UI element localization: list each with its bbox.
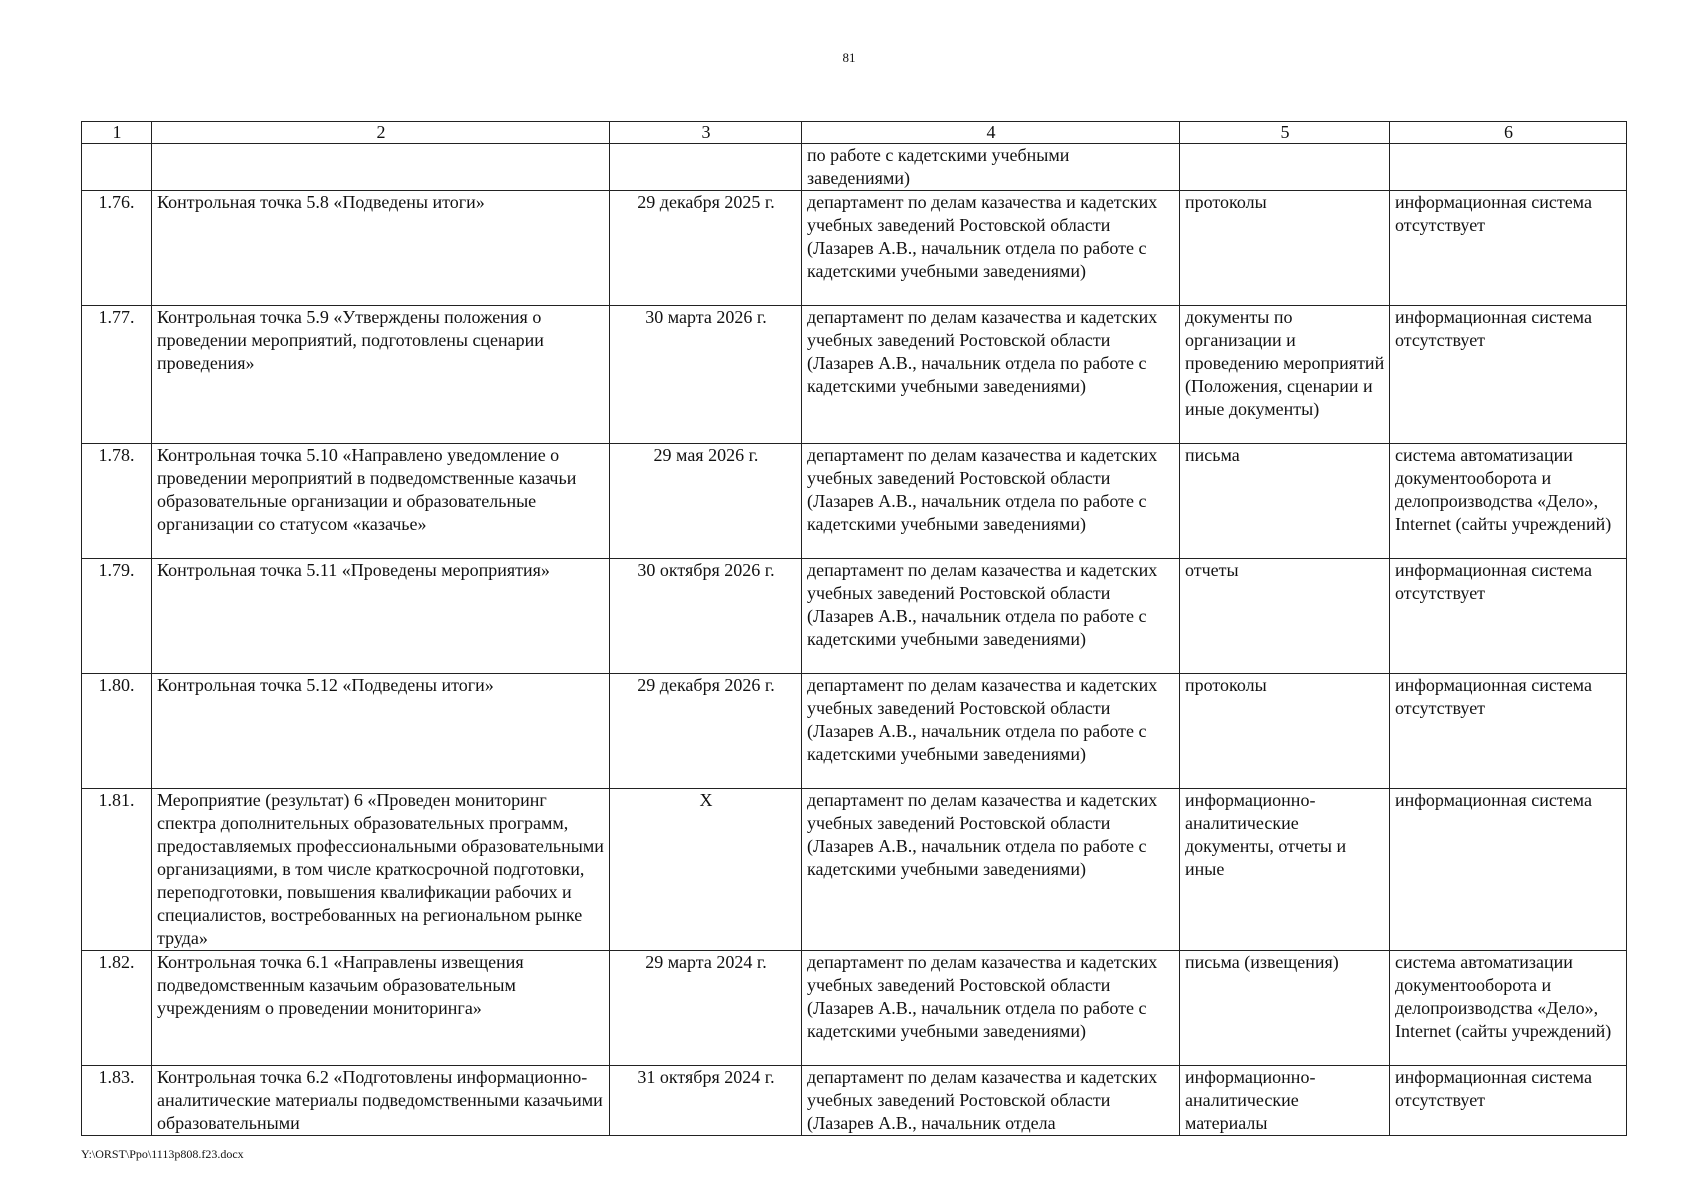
table-row — [82, 789, 1627, 951]
table-row — [82, 144, 1627, 191]
event-name: Контрольная точка 5.8 «Подведены итоги» — [152, 191, 610, 306]
event-name: Контрольная точка 5.10 «Направлено уведомление о проведении мероприятий в подведомственные казачьи образовательные организации и образовательные организации со статусом «казачье» — [152, 444, 610, 559]
responsible-party: департамент по делам казачества и кадетских учебных заведений Ростовской области (Лазарев А.В., начальник отдела по работе с кадетскими учебными заведениями) — [802, 444, 1180, 559]
document-type: информационно-аналитические материалы — [1180, 1066, 1390, 1136]
responsible-party: департамент по делам казачества и кадетских учебных заведений Ростовской области (Лазарев А.В., начальник отдела по работе с кадетскими учебными заведениями) — [802, 559, 1180, 674]
plan-table — [81, 121, 1627, 1136]
responsible-party: департамент по делам казачества и кадетских учебных заведений Ростовской области (Лазарев А.В., начальник отдела по работе с кадетскими учебными заведениями) — [802, 306, 1180, 444]
column-header: 1 — [82, 122, 152, 144]
information-system: система автоматизации документооборота и делопроизводства «Дело», Internet (сайты учреждений) — [1390, 951, 1627, 1066]
table-row — [82, 191, 1627, 306]
deadline-date — [610, 144, 802, 191]
table-row — [82, 1066, 1627, 1136]
deadline-date: 30 марта 2026 г. — [610, 306, 802, 444]
information-system: система автоматизации документооборота и делопроизводства «Дело», Internet (сайты учреждений) — [1390, 444, 1627, 559]
row-number: 1.77. — [82, 306, 152, 444]
document-type: письма — [1180, 444, 1390, 559]
information-system: информационная система отсутствует — [1390, 1066, 1627, 1136]
information-system: информационная система отсутствует — [1390, 191, 1627, 306]
responsible-party: департамент по делам казачества и кадетских учебных заведений Ростовской области (Лазарев А.В., начальник отдела по работе с кадетскими учебными заведениями) — [802, 674, 1180, 789]
event-name: Контрольная точка 5.9 «Утверждены положения о проведении мероприятий, подготовлены сценарии проведения» — [152, 306, 610, 444]
table-row — [82, 559, 1627, 674]
row-number — [82, 144, 152, 191]
responsible-party: департамент по делам казачества и кадетских учебных заведений Ростовской области (Лазарев А.В., начальник отдела по работе с кадетскими учебными заведениями) — [802, 191, 1180, 306]
deadline-date: 29 декабря 2026 г. — [610, 674, 802, 789]
table-row — [82, 951, 1627, 1066]
information-system: информационная система отсутствует — [1390, 306, 1627, 444]
information-system: информационная система отсутствует — [1390, 559, 1627, 674]
row-number: 1.82. — [82, 951, 152, 1066]
table-row — [82, 444, 1627, 559]
deadline-date: 31 октября 2024 г. — [610, 1066, 802, 1136]
information-system: информационная система отсутствует — [1390, 674, 1627, 789]
row-number: 1.83. — [82, 1066, 152, 1136]
deadline-date: 29 мая 2026 г. — [610, 444, 802, 559]
document-type: протоколы — [1180, 191, 1390, 306]
event-name: Контрольная точка 5.11 «Проведены мероприятия» — [152, 559, 610, 674]
responsible-party: департамент по делам казачества и кадетских учебных заведений Ростовской области (Лазарев А.В., начальник отдела по работе с кадетскими учебными заведениями) — [802, 951, 1180, 1066]
row-number: 1.80. — [82, 674, 152, 789]
column-header: 3 — [610, 122, 802, 144]
responsible-party: департамент по делам казачества и кадетских учебных заведений Ростовской области (Лазарев А.В., начальник отдела — [802, 1066, 1180, 1136]
information-system — [1390, 144, 1627, 191]
event-name: Мероприятие (результат) 6 «Проведен мониторинг спектра дополнительных образовательных программ, предоставляемых профессиональными образовательными организациями, в том числе краткосрочной подготовки, переподготовки, повышения квалификации рабочих и специалистов, востребованных на региональном рынке труда» — [152, 789, 610, 951]
table-row — [82, 674, 1627, 789]
information-system: информационная система — [1390, 789, 1627, 951]
column-header: 6 — [1390, 122, 1627, 144]
document-type: документы по организации и проведению мероприятий (Положения, сценарии и иные документы) — [1180, 306, 1390, 444]
event-name: Контрольная точка 6.2 «Подготовлены информационно-аналитические материалы подведомственными казачьими образовательными — [152, 1066, 610, 1136]
row-number: 1.78. — [82, 444, 152, 559]
document-type: письма (извещения) — [1180, 951, 1390, 1066]
column-header: 4 — [802, 122, 1180, 144]
table-header-row — [82, 122, 1627, 144]
column-header: 5 — [1180, 122, 1390, 144]
row-number: 1.76. — [82, 191, 152, 306]
row-number: 1.79. — [82, 559, 152, 674]
deadline-date: 29 марта 2024 г. — [610, 951, 802, 1066]
event-name: Контрольная точка 6.1 «Направлены извещения подведомственным казачьим образовательным учреждениям о проведении мониторинга» — [152, 951, 610, 1066]
responsible-party: департамент по делам казачества и кадетских учебных заведений Ростовской области (Лазарев А.В., начальник отдела по работе с кадетскими учебными заведениями) — [802, 789, 1180, 951]
deadline-date: 30 октября 2026 г. — [610, 559, 802, 674]
document-type: протоколы — [1180, 674, 1390, 789]
event-name: Контрольная точка 5.12 «Подведены итоги» — [152, 674, 610, 789]
responsible-party: по работе с кадетскими учебными заведениями) — [802, 144, 1180, 191]
column-header: 2 — [152, 122, 610, 144]
page-number: 81 — [842, 50, 856, 65]
table-row — [82, 306, 1627, 444]
document-type: отчеты — [1180, 559, 1390, 674]
document-type — [1180, 144, 1390, 191]
event-name — [152, 144, 610, 191]
document-type: информационно-аналитические документы, отчеты и иные — [1180, 789, 1390, 951]
file-path-footer: Y:\ORST\Ppo\1113p808.f23.docx — [81, 1147, 244, 1161]
deadline-date: 29 декабря 2025 г. — [610, 191, 802, 306]
deadline-date: X — [610, 789, 802, 951]
row-number: 1.81. — [82, 789, 152, 951]
